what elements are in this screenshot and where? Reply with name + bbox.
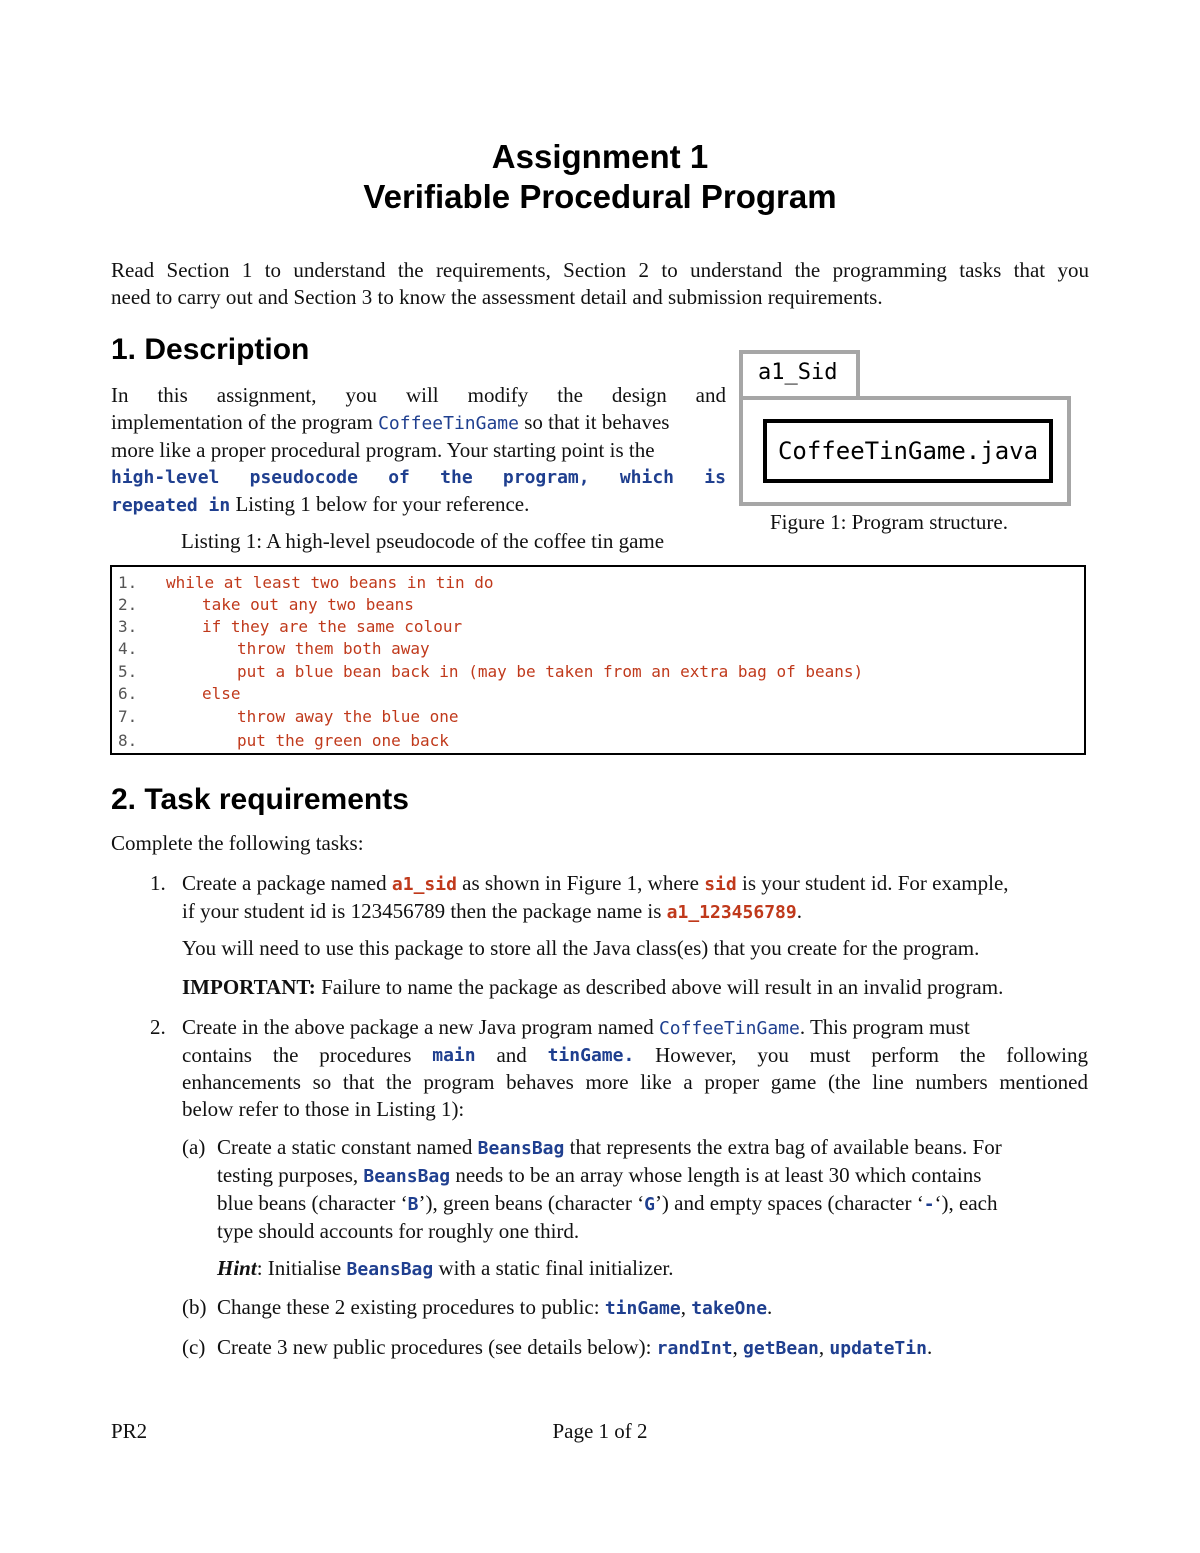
- description-paragraph: [111, 382, 726, 519]
- task-2-line-3: enhancements so that the program behaves more like a proper game (the line numbers mentioned: [182, 1070, 1088, 1094]
- intro-paragraph: [111, 257, 1089, 311]
- line-number: 8.: [118, 731, 138, 750]
- task-1-important: IMPORTANT: Failure to name the package as described above will result in an invalid program.: [182, 975, 1004, 999]
- code-line: while at least two beans in tin do: [166, 573, 494, 592]
- task-1-line-1: Create a package named a1_sid as shown in Figure 1, where sid is your student id. For example,: [182, 871, 1009, 895]
- code-beansbag: BeansBag: [363, 1166, 451, 1187]
- code-line: put a blue bean back in (may be taken from an extra bag of beans): [237, 662, 864, 681]
- code-line: else: [202, 684, 241, 703]
- task-2-line-4: below refer to those in Listing 1):: [182, 1097, 465, 1121]
- subtask-c-text: Create 3 new public procedures (see details below): randInt, getBean, updateTin.: [217, 1335, 933, 1359]
- figure-caption: Figure 1: Program structure.: [770, 510, 1008, 534]
- code-line: put the green one back: [237, 731, 449, 750]
- description-line-5: repeated in Listing 1 below for your reference.: [111, 492, 530, 516]
- description-line-3: more like a proper procedural program. Your starting point is the: [111, 438, 655, 462]
- task-lead: Complete the following tasks:: [111, 831, 364, 855]
- subtask-b-text: Change these 2 existing procedures to public: tinGame, takeOne.: [217, 1295, 773, 1319]
- java-file-box: CoffeeTinGame.java: [763, 419, 1053, 483]
- subtask-a-text: [217, 1134, 1088, 1245]
- code-line: throw away the blue one: [237, 707, 459, 726]
- section-1-heading: 1. Description: [111, 333, 310, 366]
- code-char-g: G: [644, 1194, 655, 1215]
- subtask-b-label: (b): [182, 1295, 207, 1319]
- code-package-example: a1_123456789: [666, 902, 797, 923]
- code-char-b: B: [407, 1194, 419, 1215]
- code-main: main: [432, 1045, 476, 1066]
- code-char-dash: -: [923, 1194, 935, 1215]
- subtask-a-line-1: Create a static constant named BeansBag that represents the extra bag of available beans. For: [217, 1135, 1002, 1159]
- task-2-number: 2.: [150, 1015, 166, 1039]
- line-number: 1.: [118, 573, 138, 592]
- document-subtitle: Verifiable Procedural Program: [363, 178, 837, 215]
- intro-line-2: need to carry out and Section 3 to know the assessment detail and submission requirements.: [111, 285, 883, 309]
- listing-caption: Listing 1: A high-level pseudocode of the coffee tin game: [181, 529, 665, 553]
- line-number: 6.: [118, 684, 138, 703]
- code-beansbag: BeansBag: [346, 1259, 434, 1280]
- code-coffeetingame: CoffeeTinGame: [658, 1018, 800, 1039]
- task-1-note: You will need to use this package to store all the Java class(es) that you create for the program.: [182, 936, 980, 960]
- description-line-2: implementation of the program CoffeeTinGame so that it behaves: [111, 410, 670, 434]
- subtask-a-line-3: blue beans (character ‘B’), green beans (character ‘G’) and empty spaces (character ‘-‘), each: [217, 1191, 998, 1215]
- task-2-line-1: Create in the above package a new Java program named CoffeeTinGame. This program must: [182, 1015, 970, 1039]
- code-randint: randInt: [656, 1338, 733, 1359]
- task-1-line-2: if your student id is 123456789 then the package name is a1_123456789.: [182, 899, 802, 923]
- code-line: take out any two beans: [202, 595, 414, 614]
- pseudocode-listing: [110, 565, 1086, 755]
- code-line: throw them both away: [237, 639, 430, 658]
- section-2-heading: 2. Task requirements: [111, 783, 409, 816]
- line-number: 7.: [118, 707, 138, 726]
- subtask-a-hint: Hint: Initialise BeansBag with a static final initializer.: [217, 1256, 674, 1280]
- description-line-4: high-level pseudocode of the program, which is: [111, 467, 726, 488]
- intro-line-1: Read Section 1 to understand the requirements, Section 2 to understand the programming tasks that you: [111, 258, 1089, 282]
- task-2-line-2: contains the procedures main and tinGame. However, you must perform the following: [182, 1043, 1088, 1067]
- code-takeone: takeOne: [691, 1298, 768, 1319]
- line-number: 2.: [118, 595, 138, 614]
- line-number: 3.: [118, 617, 138, 636]
- code-tingame: tinGame.: [547, 1045, 635, 1066]
- package-label: a1_Sid: [758, 360, 838, 385]
- code-updatetin: updateTin: [829, 1338, 927, 1359]
- subtask-a-line-2: testing purposes, BeansBag needs to be an array whose length is at least 30 which contains: [217, 1163, 982, 1187]
- line-number: 4.: [118, 639, 138, 658]
- code-beansbag: BeansBag: [477, 1138, 565, 1159]
- code-tingame: tinGame: [604, 1298, 681, 1319]
- subtask-a-line-4: type should accounts for roughly one third.: [217, 1219, 580, 1243]
- footer-page-number: Page 1 of 2: [552, 1419, 648, 1443]
- subtask-c-label: (c): [182, 1335, 206, 1359]
- code-coffeetingame: CoffeeTinGame: [378, 413, 519, 434]
- footer-course-code: PR2: [111, 1419, 148, 1443]
- document-title: Assignment 1: [491, 138, 709, 175]
- task-2-text: [182, 1014, 1088, 1123]
- code-a1-sid: a1_sid: [391, 874, 457, 895]
- task-1-text: [182, 870, 1088, 926]
- description-line-1: In this assignment, you will modify the design and: [111, 383, 726, 407]
- code-line: if they are the same colour: [202, 617, 463, 636]
- code-getbean: getBean: [743, 1338, 819, 1359]
- task-1-number: 1.: [150, 871, 166, 895]
- code-sid: sid: [704, 874, 737, 895]
- line-number: 5.: [118, 662, 138, 681]
- subtask-a-label: (a): [182, 1135, 206, 1159]
